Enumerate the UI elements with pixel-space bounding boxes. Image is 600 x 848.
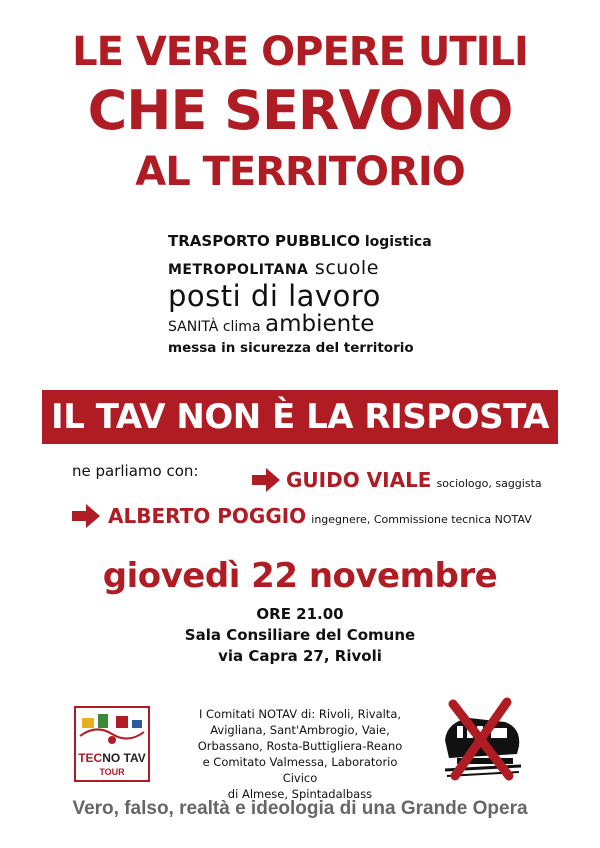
topic-jobs: posti di lavoro <box>168 279 381 313</box>
topic-logistics: logistica <box>359 234 432 250</box>
topic-climate: clima <box>218 319 265 335</box>
committees-line-2: Avigliana, Sant'Ambrogio, Vaie, <box>210 723 390 737</box>
topic-health: SANITÀ <box>168 319 219 335</box>
banner: IL TAV NON È LA RISPOSTA <box>42 390 558 444</box>
event-venue: Sala Consiliare del Comune <box>184 626 416 644</box>
speaker-2-role: ingegnere, Commissione tecnica NOTAV <box>311 513 532 526</box>
topic-line-1 <box>168 234 448 249</box>
title-line-2: CHE SERVONO <box>87 79 513 142</box>
topic-line-2 <box>168 259 448 278</box>
topic-environment: ambiente <box>264 311 375 337</box>
event-date: giovedì 22 novembre <box>102 556 498 596</box>
tecno-tav-tour-logo <box>74 706 150 782</box>
topic-metro: METROPOLITANA <box>168 262 309 278</box>
committees-line-3: Orbassano, Rosta-Buttigliera-Reano <box>197 739 403 753</box>
committees-block <box>190 706 410 802</box>
speaker-2 <box>108 504 532 528</box>
title-line-1: LE VERE OPERE UTILI <box>72 29 528 75</box>
topic-safety: messa in sicurezza del territorio <box>168 340 414 356</box>
title-line-3: AL TERRITORIO <box>135 149 465 195</box>
topic-schools: scuole <box>308 257 379 279</box>
topic-transport: TRASPORTO PUBBLICO <box>168 232 360 250</box>
logo-text: TECNO TAV TOUR <box>78 751 146 777</box>
speaker-1-role: sociologo, saggista <box>436 477 542 490</box>
arrow-right-icon <box>252 468 280 492</box>
speaker-1-name: GUIDO VIALE <box>286 468 432 492</box>
topics-block <box>168 234 448 356</box>
committees-line-5: di Almese, Spintadalbass <box>227 787 373 801</box>
committees-line-4: e Comitato Valmessa, Laboratorio Civico <box>202 755 398 785</box>
speaker-1 <box>286 468 542 492</box>
footer-tagline: Vero, falso, realtà e ideologia di una Grande Opera <box>72 798 528 819</box>
event-address: via Capra 27, Rivoli <box>218 647 382 665</box>
event-time: ORE 21.00 <box>256 605 344 623</box>
no-train-icon <box>435 696 525 782</box>
committees-line-1: I Comitati NOTAV di: Rivoli, Rivalta, <box>198 707 402 721</box>
arrow-right-icon <box>72 504 100 528</box>
speakers-intro: ne parliamo con: <box>72 462 199 480</box>
speaker-2-name: ALBERTO POGGIO <box>108 504 307 528</box>
topic-line-4 <box>168 313 448 336</box>
event-details <box>0 604 600 667</box>
